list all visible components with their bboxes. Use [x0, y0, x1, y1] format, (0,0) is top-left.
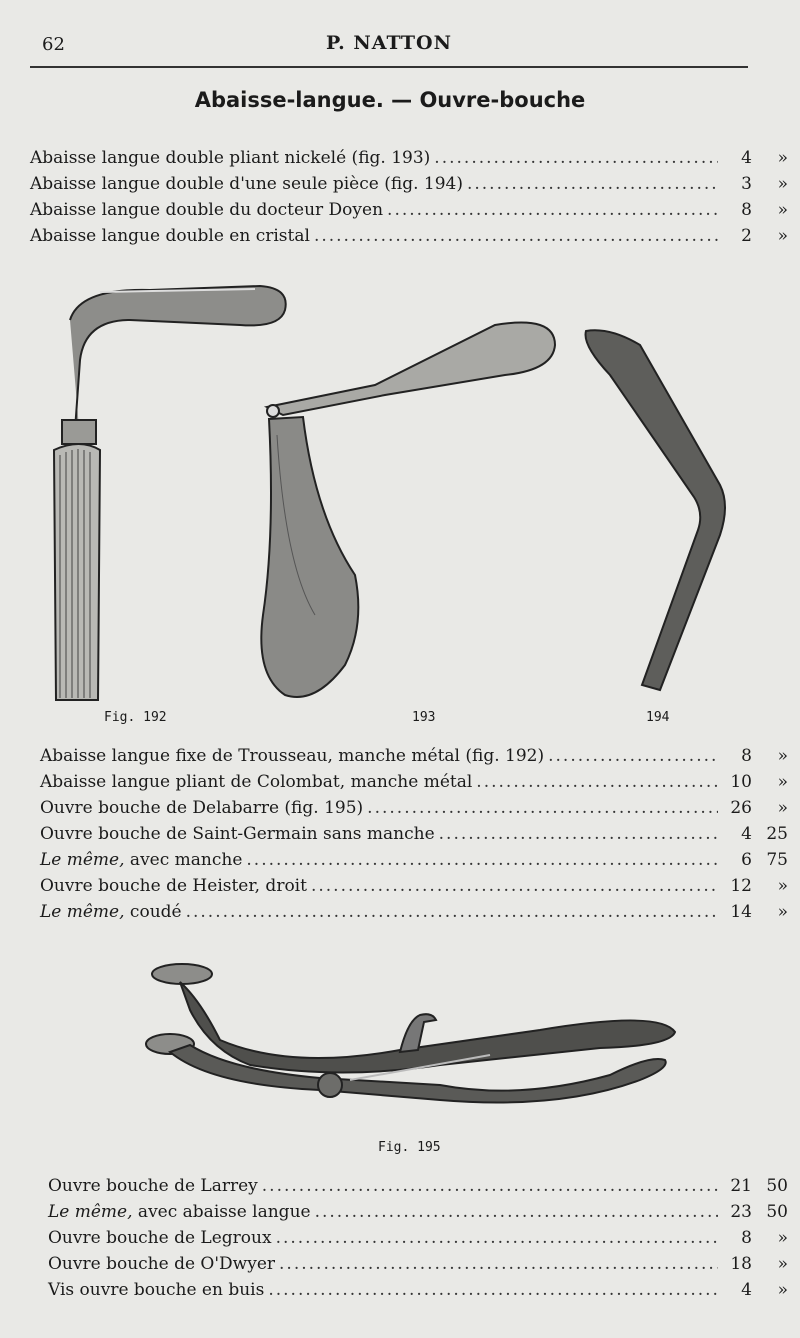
- mouth-gag-fig195-illustration: [140, 960, 685, 1125]
- item-price: [722, 148, 788, 168]
- price-francs: 8: [741, 746, 752, 766]
- item-label-text: Ouvre bouche de Delabarre (fig. 195): [40, 798, 364, 818]
- price-francs: 6: [741, 850, 752, 870]
- item-label-text: avec abaisse langue: [132, 1202, 311, 1222]
- item-label-italic: Le même,: [40, 902, 125, 922]
- price-cents: »: [777, 746, 788, 766]
- item-label: [48, 1228, 272, 1248]
- item-label: [48, 1280, 264, 1300]
- price-row: [48, 1280, 788, 1306]
- price-francs: 8: [741, 1228, 752, 1248]
- tongue-depressor-fig194-illustration: [580, 325, 740, 695]
- item-price: [722, 1254, 788, 1274]
- item-label: Abaisse langue double pliant nickelé (fig. 193): [30, 148, 431, 168]
- leader-dots: [315, 1202, 718, 1222]
- item-price: [722, 1176, 788, 1196]
- price-cents: 50: [766, 1176, 788, 1196]
- item-label: [40, 850, 242, 870]
- price-cents: »: [777, 772, 788, 792]
- page-number: 62: [42, 34, 65, 55]
- item-price: [722, 824, 788, 844]
- page-header: [30, 30, 748, 68]
- leader-dots: [311, 876, 718, 896]
- figure-caption: 193: [412, 710, 436, 725]
- price-cents: »: [777, 1280, 788, 1300]
- price-francs: 8: [741, 200, 752, 220]
- item-price: [722, 902, 788, 922]
- price-francs: 12: [730, 876, 752, 896]
- item-label: [48, 1254, 275, 1274]
- leader-dots: [276, 1228, 718, 1248]
- price-cents: »: [777, 902, 788, 922]
- item-label-text: Abaisse langue fixe de Trousseau, manche métal (fig. 192): [40, 746, 545, 766]
- price-row: [40, 746, 788, 772]
- price-francs: 4: [741, 1280, 752, 1300]
- price-francs: 18: [730, 1254, 752, 1274]
- price-francs: 10: [730, 772, 752, 792]
- item-price: [722, 876, 788, 896]
- item-label-text: Ouvre bouche de O'Dwyer: [48, 1254, 276, 1274]
- price-cents: 50: [766, 1202, 788, 1222]
- price-francs: 23: [730, 1202, 752, 1222]
- leader-dots: [476, 772, 718, 792]
- section-title: Abaisse-langue. — Ouvre-bouche: [194, 88, 586, 112]
- leader-dots: [246, 850, 718, 870]
- price-row: [48, 1202, 788, 1228]
- item-price: [722, 1228, 788, 1248]
- price-row: [40, 798, 788, 824]
- leader-dots: [186, 902, 718, 922]
- price-row: [30, 200, 788, 226]
- figure-caption: Fig. 192: [104, 710, 167, 725]
- item-label-italic: Le même,: [48, 1202, 133, 1222]
- item-price: [722, 772, 788, 792]
- price-row: [48, 1254, 788, 1280]
- item-price: [722, 226, 788, 246]
- price-francs: 3: [741, 174, 752, 194]
- price-francs: 21: [730, 1176, 752, 1196]
- item-label: [48, 1176, 258, 1196]
- figure-caption: Fig. 195: [378, 1140, 441, 1155]
- item-label: [48, 1202, 311, 1222]
- price-cents: »: [777, 798, 788, 818]
- item-price: [722, 798, 788, 818]
- price-francs: 4: [741, 824, 752, 844]
- price-cents: »: [777, 1254, 788, 1274]
- price-row: [48, 1176, 788, 1202]
- tongue-depressor-fig192-illustration: [40, 280, 290, 710]
- item-label: [40, 902, 182, 922]
- figure-caption: 194: [646, 710, 670, 725]
- price-row: [40, 902, 788, 928]
- price-row: [48, 1228, 788, 1254]
- item-label-text: coudé: [124, 902, 182, 922]
- item-price: [722, 1202, 788, 1222]
- item-price: [722, 200, 788, 220]
- item-label-text: avec manche: [124, 850, 243, 870]
- item-label: [40, 798, 363, 818]
- item-price: [722, 850, 788, 870]
- running-head: P. NATTON: [326, 32, 452, 54]
- price-cents: »: [777, 200, 788, 220]
- price-francs: 26: [730, 798, 752, 818]
- price-row: [40, 824, 788, 850]
- price-cents: 75: [766, 850, 788, 870]
- item-label-text: Ouvre bouche de Larrey: [48, 1176, 258, 1196]
- price-cents: »: [777, 148, 788, 168]
- price-francs: 2: [741, 226, 752, 246]
- price-row: [40, 772, 788, 798]
- price-row: [30, 174, 788, 200]
- price-cents: »: [777, 876, 788, 896]
- leader-dots: [262, 1176, 718, 1196]
- leader-dots: [268, 1280, 718, 1300]
- item-label-text: Ouvre bouche de Heister, droit: [40, 876, 307, 896]
- leader-dots: [367, 798, 718, 818]
- tongue-depressor-fig193-illustration: [255, 315, 565, 705]
- item-price: [722, 746, 788, 766]
- item-label: [40, 772, 472, 792]
- price-cents: 25: [766, 824, 788, 844]
- leader-dots: [467, 174, 718, 194]
- leader-dots: [279, 1254, 718, 1274]
- item-price: [722, 1280, 788, 1300]
- item-label-text: Ouvre bouche de Saint-Germain sans manche: [40, 824, 435, 844]
- leader-dots: [387, 200, 718, 220]
- price-row: [30, 148, 788, 174]
- price-row: [40, 876, 788, 902]
- item-label: Abaisse langue double du docteur Doyen: [30, 200, 384, 220]
- price-francs: 4: [741, 148, 752, 168]
- leader-dots: [434, 148, 718, 168]
- leader-dots: [314, 226, 718, 246]
- price-cents: »: [777, 226, 788, 246]
- item-label: Abaisse langue double d'une seule pièce (fig. 194): [30, 174, 463, 194]
- leader-dots: [439, 824, 718, 844]
- item-price: [722, 174, 788, 194]
- price-francs: 14: [730, 902, 752, 922]
- price-cents: »: [777, 1228, 788, 1248]
- item-label: [40, 746, 544, 766]
- item-label-text: Abaisse langue pliant de Colombat, manche métal: [40, 772, 473, 792]
- item-label: [40, 876, 307, 896]
- item-label-italic: Le même,: [40, 850, 125, 870]
- item-label: [40, 824, 435, 844]
- price-row: [30, 226, 788, 252]
- item-label: Abaisse langue double en cristal: [30, 226, 310, 246]
- price-row: [40, 850, 788, 876]
- item-label-text: Vis ouvre bouche en buis: [48, 1280, 265, 1300]
- leader-dots: [548, 746, 718, 766]
- price-cents: »: [777, 174, 788, 194]
- item-label-text: Ouvre bouche de Legroux: [48, 1228, 272, 1248]
